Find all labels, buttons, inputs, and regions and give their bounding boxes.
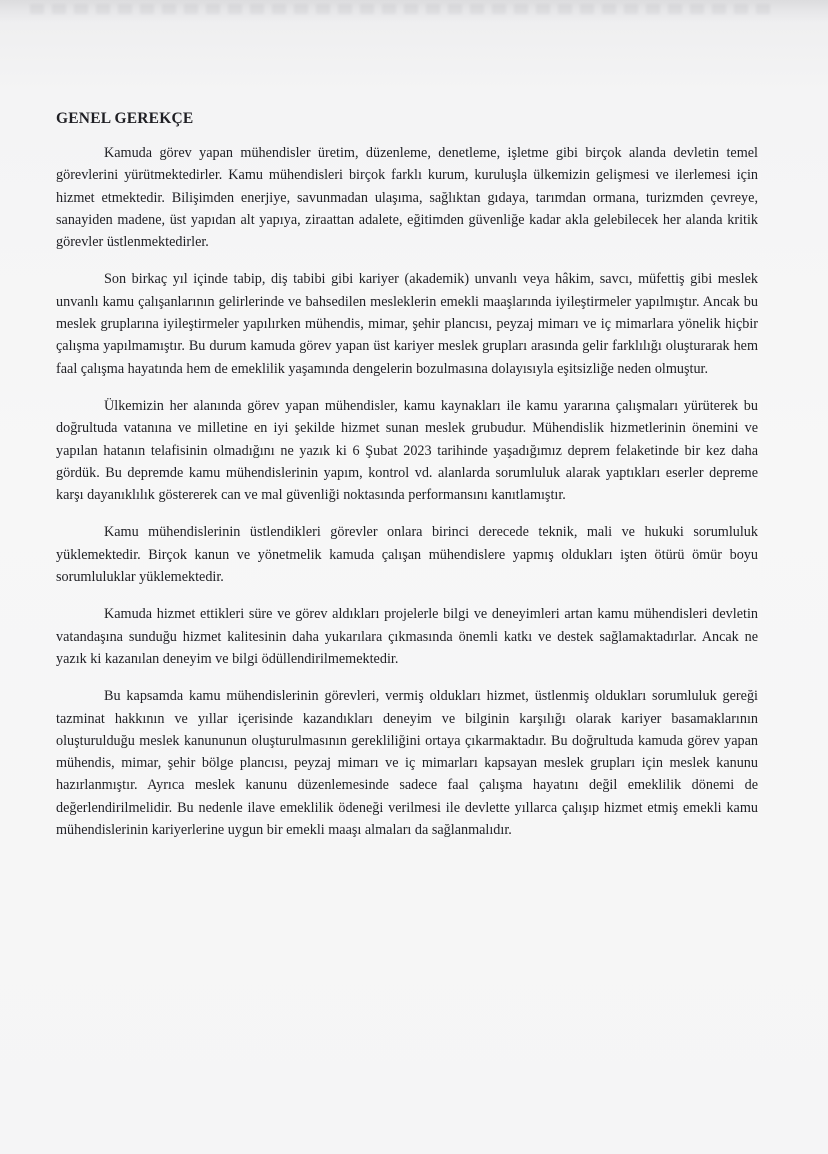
bleed-through-text xyxy=(30,4,770,14)
document-body xyxy=(56,108,758,856)
paragraph-1: Kamuda görev yapan mühendisler üretim, düzenleme, denetleme, işletme gibi birçok alanda devletin temel görevlerini yürütmektedirler. Kamu mühendisleri birçok farklı kurum, kuruluşla ülkemizin gelişmesi ve ilerlemesi için hizmet etmektedir. Bilişimden enerjiye, savunmadan ulaşıma, sağlıktan gıdaya, tarımdan ormana, turizmden çevreye, sanayiden madene, üst yapıdan alt yapıya, ziraattan adalete, eğitimden güvenliğe kadar akla gelebilecek her alanda kritik görevler üstlenmektedirler. xyxy=(56,145,758,251)
paragraph-5: Kamuda hizmet ettikleri süre ve görev aldıkları projelerle bilgi ve deneyimleri artan kamu mühendisleri devletin vatandaşına sunduğu hizmet kalitesinin daha yukarılara çıkmasında önemli katkı ve destek sağlamaktadırlar. Ancak ne yazık ki kazanılan deneyim ve bilgi ödüllendirilmemektedir. xyxy=(56,606,758,667)
paragraph-4: Kamu mühendislerinin üstlendikleri görevler onlara birinci derecede teknik, mali ve hukuki sorumluluk yüklemektedir. Birçok kanun ve yönetmelik kamuda çalışan mühendislere yapmış oldukları işten ötürü ömür boyu sorumluluklar yüklemektedir. xyxy=(56,524,758,586)
paragraph-3: Ülkemizin her alanında görev yapan mühendisler, kamu kaynakları ile kamu yararına çalışmaları yürüterek bu doğrultuda vatanına ve milletine en iyi şekilde hizmet sunan meslek grubudur. Mühendislik hizmetlerinin önemini ve yapılan hatanın telafisinin olmadığını ne yazık ki 6 Şubat 2023 tarihinde yaşadığımız deprem felaketinde bir kez daha gördük. Bu depremde kamu mühendislerinin yapım, kontrol vd. alanlarda sorumluluk alarak yaptıkları eserler depreme karşı dayanıklılık göstererek can ve mal güvenliği noktasında performansını kanıtlamıştır. xyxy=(56,397,758,504)
paragraph-6: Bu kapsamda kamu mühendislerinin görevleri, vermiş oldukları hizmet, üstlenmiş oldukları sorumluluk gereği tazminat hakkının ve yıllar içerisinde kazandıkları deneyim ve bilginin karşılığı olarak kariyer basamaklarının oluşturulduğu meslek kanununun oluşturulmasının gerekliliğini ortaya çıkarmaktadır. Bu doğrultuda kamuda görev yapan mühendis, mimar, şehir bölge plancısı, peyzaj mimarı ve iç mimarları kapsayan meslek grupları için meslek kanunu hazırlanmıştır. Ayrıca meslek kanunu düzenlemesinde sadece faal çalışma hayatını değil emeklilik dönemi de değerlendirilmelidir. Bu nedenle ilave emeklilik ödeneği verilmesi ile devlette yıllarca çalışıp hizmet etmiş emekli kamu mühendislerinin kariyerlerine uygun bir emekli maaşı almaları da sağlanmalıdır. xyxy=(56,688,758,839)
paragraph-2: Son birkaç yıl içinde tabip, diş tabibi gibi kariyer (akademik) unvanlı veya hâkim, savcı, müfettiş gibi meslek unvanlı kamu çalışanlarının gelirlerinde ve bahsedilen mesleklerin emekli maaşlarında iyileştirmeler yapılmıştır. Ancak bu meslek gruplarına iyileştirmeler yapılırken mühendis, mimar, şehir plancısı, peyzaj mimarı ve iç mimarlara yönelik hiçbir çalışma yapılmamıştır. Bu durum kamuda görev yapan üst kariyer meslek grupları arasında gelir farklılığı oluşturarak hem faal çalışma hayatında hem de emeklilik yaşamında dengelerin bozulmasına dolayısıyla eşitsizliğe neden olmuştur. xyxy=(56,271,758,377)
document-title: GENEL GEREKÇE xyxy=(56,110,194,127)
